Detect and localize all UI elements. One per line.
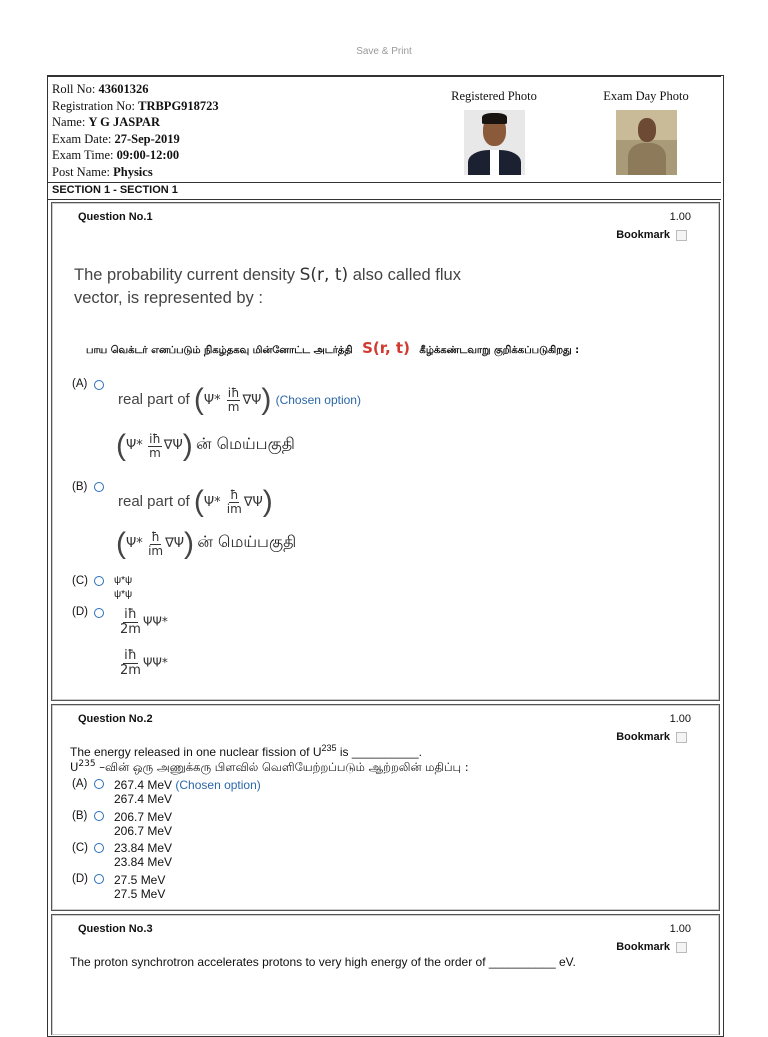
candidate-header <box>48 76 721 183</box>
option-letter: (D) <box>72 606 88 618</box>
option-a-line2: 267.4 MeV <box>114 792 173 806</box>
option-d-line2: 27.5 MeV <box>114 887 166 901</box>
option-a-radio[interactable] <box>94 380 104 390</box>
option-c-radio[interactable] <box>94 843 104 853</box>
option-a-radio[interactable] <box>94 779 104 789</box>
question-text-en-line2: vector, is represented by : <box>74 289 263 307</box>
option-b-line2: 206.7 MeV <box>114 824 173 838</box>
candidate-name: Name: Y G JASPAR <box>52 115 160 130</box>
chosen-option-label: (Chosen option) <box>175 778 261 792</box>
candidate-info <box>52 81 219 181</box>
roll-no: Roll No: 43601326 <box>52 82 149 96</box>
registered-photo-label: Registered Photo <box>451 89 537 103</box>
option-d-line1: 27.5 MeV <box>114 873 166 887</box>
question-marks: 1.00 <box>669 211 691 223</box>
option-a-line1: 267.4 MeV (Chosen option) <box>114 778 261 792</box>
bookmark-checkbox[interactable] <box>676 732 687 743</box>
question-2 <box>51 704 720 911</box>
response-sheet <box>47 75 724 1037</box>
chosen-option-label: (Chosen option) <box>275 392 361 407</box>
bookmark-checkbox[interactable] <box>676 230 687 241</box>
option-b-line1: real part of (Ψ* $\frac{ħ}{im}$ ∇Ψ) <box>118 485 273 518</box>
option-c-radio[interactable] <box>94 576 104 586</box>
option-c-line2: 23.84 MeV <box>114 855 173 869</box>
registered-photo-block <box>440 89 548 175</box>
option-d-line2: $\frac{iħ}{2m}$ ΨΨ* <box>120 648 168 678</box>
question-text-en: The energy released in one nuclear fission of $U^{235}$ is __________. <box>70 743 422 759</box>
question-text-ta: பாய வெக்டர் எனப்படும் நிகழ்தகவு மின்னோட்ட அடர்த்தி S(r, t) கீழ்க்கண்டவாறு குறிக்கப்படுகிறது : <box>86 339 580 357</box>
option-d-radio[interactable] <box>94 608 104 618</box>
exam-date: Exam Date: 27-Sep-2019 <box>52 131 180 146</box>
exam-day-photo-label: Exam Day Photo <box>603 89 689 103</box>
bookmark-toggle[interactable]: Bookmark <box>616 229 687 241</box>
current-density-symbol: S(r, t) <box>299 265 349 285</box>
section-title: SECTION 1 - SECTION 1 <box>48 181 721 200</box>
question-3 <box>51 914 720 1035</box>
option-letter: (B) <box>72 810 88 822</box>
option-d-radio[interactable] <box>94 874 104 884</box>
bookmark-toggle[interactable]: Bookmark <box>616 941 687 953</box>
exam-day-photo <box>616 110 677 175</box>
option-letter: (B) <box>72 481 88 493</box>
question-marks: 1.00 <box>669 713 691 725</box>
option-b-line1: 206.7 MeV <box>114 810 173 824</box>
question-marks: 1.00 <box>669 923 691 935</box>
option-letter: (D) <box>72 873 88 885</box>
option-letter: (A) <box>72 778 88 790</box>
post-name: Post Name: Physics <box>52 164 153 179</box>
question-number: Question No.1 <box>78 211 153 223</box>
question-1 <box>51 202 720 701</box>
bookmark-checkbox[interactable] <box>676 942 687 953</box>
question-number: Question No.2 <box>78 713 153 725</box>
question-text-ta: $U^{235}$ –வின் ஒரு அணுக்கரு பிளவில் வெளியேற்றப்படும் ஆற்றலின் மதிப்பு : <box>70 759 469 774</box>
registration-no: Registration No: TRBPG918723 <box>52 98 219 113</box>
option-letter: (C) <box>72 575 88 587</box>
option-a-line1: real part of (Ψ* $\frac{iħ}{m}$ ∇Ψ) (Chosen option) <box>118 383 361 416</box>
option-a-line2: (Ψ* $\frac{iħ}{m}$ ∇Ψ) ன் மெய்பகுதி <box>116 429 295 462</box>
option-b-line2: (Ψ* $\frac{ħ}{im}$ ∇Ψ) ன் மெய்பகுதி <box>116 527 297 560</box>
option-b-radio[interactable] <box>94 482 104 492</box>
option-d-line1: $\frac{iħ}{2m}$ ΨΨ* <box>120 607 168 637</box>
exam-day-photo-block <box>592 89 700 175</box>
question-number: Question No.3 <box>78 923 153 935</box>
bookmark-toggle[interactable]: Bookmark <box>616 731 687 743</box>
option-b-radio[interactable] <box>94 811 104 821</box>
option-c-line1: ψ*ψ <box>114 575 133 586</box>
option-c-line2: ψ*ψ <box>114 589 133 600</box>
registered-photo <box>464 110 525 175</box>
question-text-en: The probability current density S(r, t) also called flux <box>74 265 461 285</box>
option-letter: (A) <box>72 378 88 390</box>
current-density-symbol-red: S(r, t) <box>362 339 410 357</box>
save-print-link[interactable]: Save & Print <box>356 46 412 57</box>
question-text-en: The proton synchrotron accelerates protons to very high energy of the order of __________ eV. <box>70 955 576 969</box>
option-letter: (C) <box>72 842 88 854</box>
option-c-line1: 23.84 MeV <box>114 841 173 855</box>
exam-time: Exam Time: 09:00-12:00 <box>52 148 180 163</box>
